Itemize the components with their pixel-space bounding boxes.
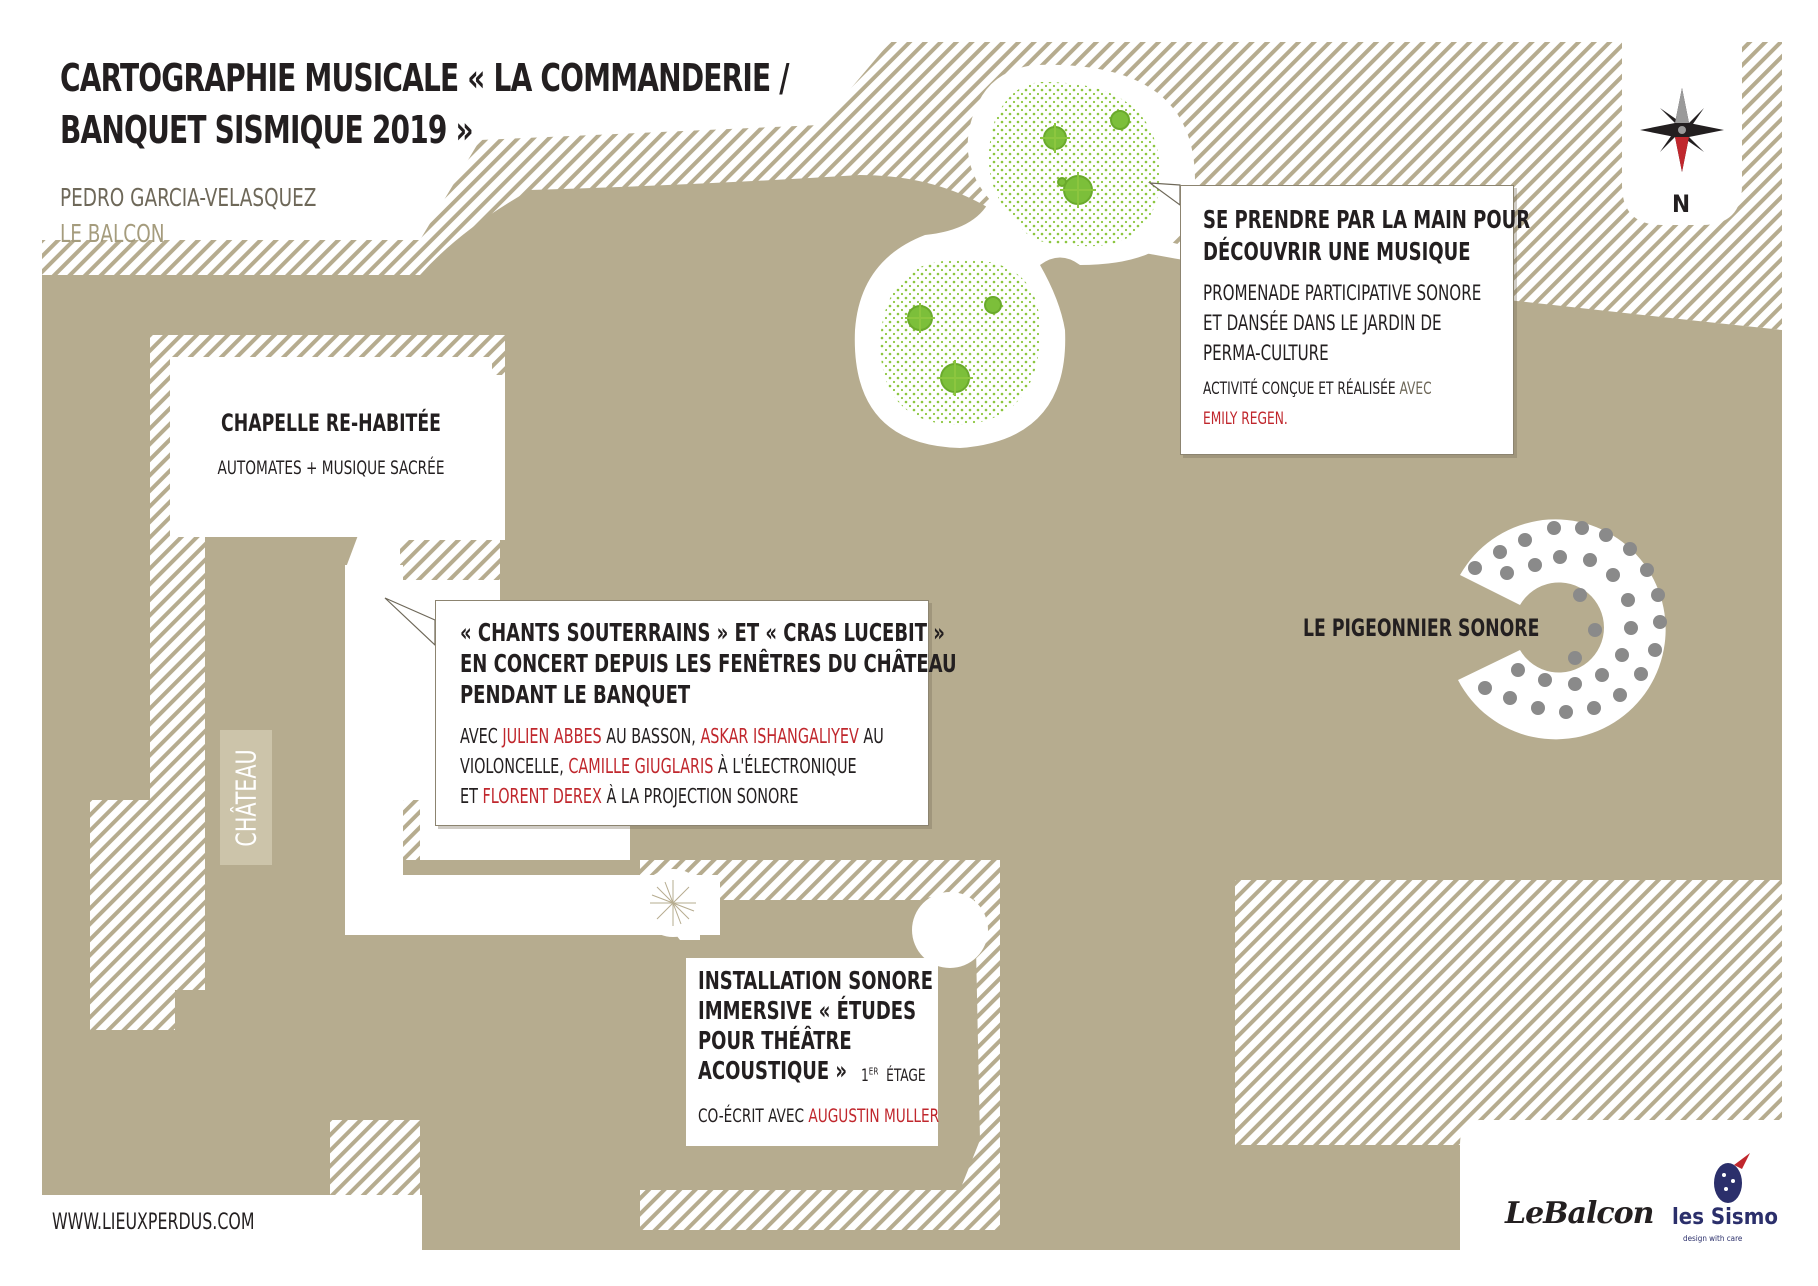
organization-name: LE BALCON — [60, 219, 165, 248]
text: AU — [858, 724, 884, 748]
floor-label — [861, 1066, 926, 1086]
text: AU BASSON, — [601, 724, 701, 748]
performer-name[interactable]: JULIEN ABBES — [502, 724, 602, 748]
concert-body — [460, 721, 884, 811]
floor-suffix: ER — [868, 1066, 879, 1078]
credit-text: ACTIVITÉ CONÇUE ET RÉALISÉE — [1203, 379, 1396, 399]
credits — [60, 180, 316, 252]
les-sismo-tagline: design with care — [1683, 1234, 1743, 1243]
credit-text: CO-ÉCRIT AVEC — [698, 1105, 809, 1127]
page-title — [60, 52, 789, 156]
chapelle-box[interactable] — [170, 357, 492, 537]
promenade-body-line: PERMA-CULTURE — [1203, 341, 1329, 365]
concert-title-line: « CHANTS SOUTERRAINS » ET « CRAS LUCEBIT » — [460, 618, 945, 647]
text: VIOLONCELLE, — [460, 754, 569, 778]
chapelle-title: CHAPELLE RE-HABITÉE — [221, 409, 441, 437]
installation-title-line: POUR THÉÂTRE — [698, 1026, 852, 1055]
promenade-body — [1203, 278, 1481, 368]
installation-box[interactable] — [686, 958, 938, 1146]
performer-name[interactable]: FLORENT DEREX — [482, 784, 602, 808]
collaborator-name[interactable]: AUGUSTIN MULLER — [808, 1105, 940, 1127]
installation-credit — [698, 1105, 939, 1127]
text: À L'ÉLECTRONIQUE — [713, 754, 857, 778]
installation-title-line: IMMERSIVE « ÉTUDES — [698, 996, 917, 1025]
chapelle-subtitle: AUTOMATES + MUSIQUE SACRÉE — [217, 457, 445, 479]
text: AVEC — [460, 724, 503, 748]
promenade-title-line: DÉCOUVRIR UNE MUSIQUE — [1203, 237, 1471, 266]
promenade-title — [1203, 204, 1530, 268]
title-line-2: BANQUET SISMIQUE 2019 » — [60, 108, 473, 152]
chateau-label: CHÂTEAU — [229, 749, 263, 847]
installation-title-line: ACOUSTIQUE » — [698, 1056, 848, 1085]
text: ET — [460, 784, 483, 808]
title-line-1: CARTOGRAPHIE MUSICALE « LA COMMANDERIE / — [60, 56, 789, 100]
installation-title-line: INSTALLATION SONORE — [698, 966, 933, 995]
promenade-credit — [1203, 374, 1432, 434]
north-label: N — [1672, 190, 1691, 218]
promenade-callout[interactable] — [1180, 185, 1531, 455]
collaborator-name[interactable]: EMILY REGEN. — [1203, 409, 1288, 429]
concert-title — [460, 617, 957, 710]
author-name: PEDRO GARCIA-VELASQUEZ — [60, 183, 317, 212]
performer-name[interactable]: CAMILLE GIUGLARIS — [568, 754, 714, 778]
concert-title-line: EN CONCERT DEPUIS LES FENÊTRES DU CHÂTEAU — [460, 649, 957, 678]
promenade-title-line: SE PRENDRE PAR LA MAIN POUR — [1203, 205, 1531, 234]
floor-word: ÉTAGE — [886, 1066, 926, 1086]
credit-with-text: AVEC — [1395, 379, 1432, 399]
concert-callout[interactable] — [435, 600, 957, 826]
concert-title-line: PENDANT LE BANQUET — [460, 680, 691, 709]
website-link[interactable]: WWW.LIEUXPERDUS.COM — [52, 1210, 255, 1235]
les-sismo-logo[interactable]: les Sismo — [1672, 1205, 1778, 1230]
text: À LA PROJECTION SONORE — [601, 784, 799, 808]
floor-number: 1 — [861, 1066, 869, 1086]
performer-name[interactable]: ASKAR ISHANGALIYEV — [700, 724, 859, 748]
le-balcon-logo[interactable]: LeBalcon — [1505, 1196, 1654, 1231]
promenade-body-line: ET DANSÉE DANS LE JARDIN DE — [1203, 311, 1442, 335]
promenade-body-line: PROMENADE PARTICIPATIVE SONORE — [1203, 281, 1482, 305]
chapelle-stem — [360, 537, 400, 567]
pigeonnier-label: LE PIGEONNIER SONORE — [1303, 614, 1540, 642]
